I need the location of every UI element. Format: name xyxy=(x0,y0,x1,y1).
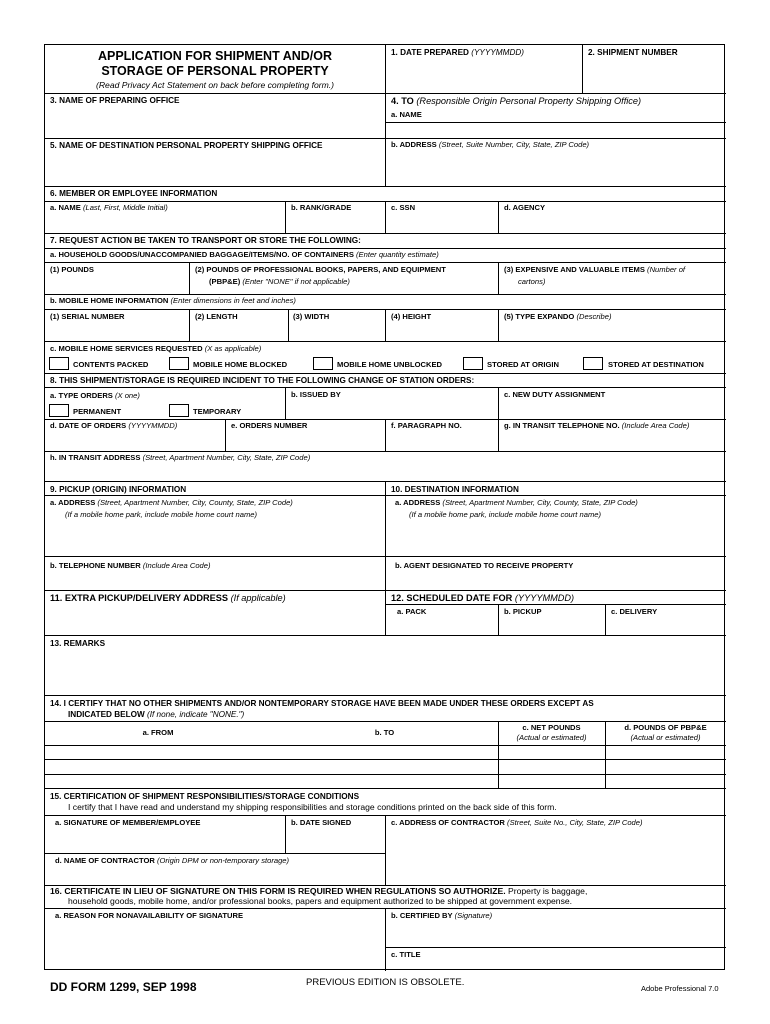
privacy-note: (Read Privacy Act Statement on back before completing form.) xyxy=(95,80,335,90)
divider xyxy=(285,815,286,853)
destination-office-field[interactable]: 5. NAME OF DESTINATION PERSONAL PROPERTY SHIPPING OFFICE xyxy=(50,141,323,150)
divider xyxy=(385,481,386,635)
col-pbpe-pounds-hint: (Actual or estimated) xyxy=(630,733,701,742)
date-of-orders-field[interactable]: d. DATE OF ORDERS (YYYYMMDD) xyxy=(50,421,178,430)
contents-packed-checkbox[interactable] xyxy=(49,357,69,370)
certification-text: I certify that I have read and understand my shipping responsibilities and storage conditions printed on the back side of this form. xyxy=(68,802,557,812)
destination-address-hint: (If a mobile home park, include mobile home court name) xyxy=(409,510,602,519)
divider xyxy=(498,309,499,341)
divider xyxy=(45,373,726,374)
divider xyxy=(45,774,726,775)
form-title-line2: STORAGE OF PERSONAL PROPERTY xyxy=(101,64,329,78)
certification-heading: 15. CERTIFICATION OF SHIPMENT RESPONSIBILITIES/STORAGE CONDITIONS xyxy=(50,792,360,801)
pickup-telephone-field[interactable]: b. TELEPHONE NUMBER (Include Area Code) xyxy=(50,561,211,570)
destination-address-field[interactable]: a. ADDRESS (Street, Apartment Number, City, County, State, ZIP Code) xyxy=(395,498,638,507)
divider xyxy=(498,262,499,294)
software-note: Adobe Professional 7.0 xyxy=(641,984,719,993)
new-duty-assignment-field[interactable]: c. NEW DUTY ASSIGNMENT xyxy=(504,390,606,399)
other-shipments-heading-cont: INDICATED BELOW (If none, indicate "NONE.") xyxy=(68,710,245,719)
mobile-home-heading: b. MOBILE HOME INFORMATION (Enter dimensions in feet and inches) xyxy=(50,296,296,305)
mobile-home-blocked-checkbox[interactable] xyxy=(169,357,189,370)
certified-by-field[interactable]: b. CERTIFIED BY (Signature) xyxy=(391,911,493,920)
divider xyxy=(189,309,190,341)
divider xyxy=(45,387,726,388)
valuable-items-field[interactable]: (3) EXPENSIVE AND VALUABLE ITEMS (Number of xyxy=(504,265,686,274)
mobile-home-unblocked-checkbox[interactable] xyxy=(313,357,333,370)
request-action-heading: 7. REQUEST ACTION BE TAKEN TO TRANSPORT OR STORE THE FOLLOWING: xyxy=(50,236,361,245)
household-goods-heading: a. HOUSEHOLD GOODS/UNACCOMPANIED BAGGAGE/ITEMS/NO. OF CONTAINERS (Enter quantity estimate) xyxy=(50,250,439,259)
dd-form-1299 xyxy=(44,44,725,970)
date-prepared-field[interactable]: 1. DATE PREPARED (YYYYMMDD) xyxy=(391,48,524,57)
col-to: b. TO xyxy=(374,728,395,737)
to-name-field[interactable]: a. NAME xyxy=(391,110,422,119)
divider xyxy=(45,745,726,746)
divider xyxy=(45,635,726,636)
extra-pickup-address-field[interactable]: 11. EXTRA PICKUP/DELIVERY ADDRESS (If applicable) xyxy=(50,593,286,603)
divider xyxy=(498,201,499,233)
divider xyxy=(45,853,385,854)
col-net-pounds: c. NET POUNDS xyxy=(522,723,581,732)
divider xyxy=(45,294,726,295)
certificate-text: household goods, mobile home, and/or professional books, papers and equipment authorized to be shipped at government expense. xyxy=(68,896,573,906)
height-field[interactable]: (4) HEIGHT xyxy=(391,312,432,321)
divider xyxy=(498,604,499,635)
rank-grade-field[interactable]: b. RANK/GRADE xyxy=(291,203,352,212)
stored-at-destination-checkbox[interactable] xyxy=(583,357,603,370)
scheduled-date-heading: 12. SCHEDULED DATE FOR (YYYYMMDD) xyxy=(391,593,575,603)
divider xyxy=(45,590,726,591)
divider xyxy=(45,233,726,234)
col-net-pounds-hint: (Actual or estimated) xyxy=(516,733,587,742)
divider xyxy=(45,695,726,696)
divider xyxy=(45,495,726,496)
certificate-heading: 16. CERTIFICATE IN LIEU OF SIGNATURE ON THIS FORM IS REQUIRED WHEN REGULATIONS SO AUTHORIZE. Property is baggage, xyxy=(50,886,588,896)
paragraph-no-field[interactable]: f. PARAGRAPH NO. xyxy=(391,421,462,430)
ssn-field[interactable]: c. SSN xyxy=(391,203,416,212)
pickup-date-field[interactable]: b. PICKUP xyxy=(504,607,542,616)
divider xyxy=(45,788,726,789)
stored-at-origin-checkbox[interactable] xyxy=(463,357,483,370)
divider xyxy=(45,93,385,94)
type-expando-field[interactable]: (5) TYPE EXPANDO (Describe) xyxy=(504,312,612,321)
divider xyxy=(582,45,583,93)
type-orders-label: a. TYPE ORDERS (X one) xyxy=(50,391,140,400)
divider xyxy=(385,604,726,605)
stored-at-origin-label: STORED AT ORIGIN xyxy=(487,360,560,369)
remarks-field[interactable]: 13. REMARKS xyxy=(50,639,106,648)
divider xyxy=(45,721,726,722)
in-transit-address-field[interactable]: h. IN TRANSIT ADDRESS (Street, Apartment Number, City, State, ZIP Code) xyxy=(50,453,311,462)
nonavailability-reason-field[interactable]: a. REASON FOR NONAVAILABILITY OF SIGNATURE xyxy=(55,911,244,920)
divider xyxy=(285,387,286,419)
divider xyxy=(385,908,386,971)
to-address-field[interactable]: b. ADDRESS (Street, Suite Number, City, State, ZIP Code) xyxy=(391,140,590,149)
divider xyxy=(385,947,726,948)
temporary-label: TEMPORARY xyxy=(193,407,242,416)
title-field[interactable]: c. TITLE xyxy=(391,950,421,959)
to-office-label: 4. TO (Responsible Origin Personal Property Shipping Office) xyxy=(391,96,642,106)
divider xyxy=(385,201,386,233)
change-of-station-heading: 8. THIS SHIPMENT/STORAGE IS REQUIRED INCIDENT TO THE FOLLOWING CHANGE OF STATION ORDERS: xyxy=(50,376,475,385)
issued-by-field[interactable]: b. ISSUED BY xyxy=(291,390,341,399)
divider xyxy=(605,604,606,635)
divider xyxy=(45,186,726,187)
contractor-address-field[interactable]: c. ADDRESS OF CONTRACTOR (Street, Suite No., City, State, ZIP Code) xyxy=(391,818,643,827)
mobile-home-unblocked-label: MOBILE HOME UNBLOCKED xyxy=(337,360,443,369)
divider xyxy=(45,341,726,342)
divider xyxy=(498,419,499,451)
orders-number-field[interactable]: e. ORDERS NUMBER xyxy=(231,421,308,430)
divider xyxy=(45,248,726,249)
pack-date-field[interactable]: a. PACK xyxy=(397,607,427,616)
pbpe-pounds-field[interactable]: (2) POUNDS OF PROFESSIONAL BOOKS, PAPERS, AND EQUIPMENT xyxy=(195,265,446,274)
pickup-info-heading: 9. PICKUP (ORIGIN) INFORMATION xyxy=(50,485,187,494)
divider xyxy=(285,201,286,233)
mobile-home-services-heading: c. MOBILE HOME SERVICES REQUESTED (X as applicable) xyxy=(50,344,262,353)
divider xyxy=(45,138,726,139)
form-title-line1: APPLICATION FOR SHIPMENT AND/OR xyxy=(97,49,333,63)
col-from: a. FROM xyxy=(142,728,174,737)
divider xyxy=(45,451,726,452)
divider xyxy=(189,262,190,294)
divider xyxy=(385,122,726,123)
valuable-items-hint: cartons) xyxy=(518,277,546,286)
divider xyxy=(45,759,726,760)
mobile-home-blocked-label: MOBILE HOME BLOCKED xyxy=(193,360,288,369)
delivery-date-field[interactable]: c. DELIVERY xyxy=(611,607,658,616)
shipment-number-field[interactable]: 2. SHIPMENT NUMBER xyxy=(588,48,678,57)
divider xyxy=(385,815,386,885)
permanent-checkbox[interactable] xyxy=(49,404,69,417)
divider xyxy=(288,309,289,341)
permanent-label: PERMANENT xyxy=(73,407,122,416)
width-field[interactable]: (3) WIDTH xyxy=(293,312,330,321)
receiving-agent-field[interactable]: b. AGENT DESIGNATED TO RECEIVE PROPERTY xyxy=(395,561,574,570)
divider xyxy=(225,419,226,451)
form-identifier: DD FORM 1299, SEP 1998 xyxy=(50,980,197,994)
obsolete-notice: PREVIOUS EDITION IS OBSOLETE. xyxy=(306,977,465,988)
divider xyxy=(385,419,386,451)
divider xyxy=(498,387,499,419)
length-field[interactable]: (2) LENGTH xyxy=(195,312,238,321)
destination-info-heading: 10. DESTINATION INFORMATION xyxy=(391,485,519,494)
pickup-address-hint: (If a mobile home park, include mobile home court name) xyxy=(65,510,258,519)
divider xyxy=(45,556,726,557)
divider xyxy=(385,45,386,186)
pounds-field[interactable]: (1) POUNDS xyxy=(50,265,94,274)
contents-packed-label: CONTENTS PACKED xyxy=(73,360,149,369)
divider xyxy=(385,309,386,341)
contractor-name-field[interactable]: d. NAME OF CONTRACTOR (Origin DPM or non-temporary storage) xyxy=(55,856,290,865)
stored-at-destination-label: STORED AT DESTINATION xyxy=(608,360,704,369)
divider xyxy=(385,93,726,94)
member-signature-field[interactable]: a. SIGNATURE OF MEMBER/EMPLOYEE xyxy=(55,818,201,827)
member-name-field[interactable]: a. NAME (Last, First, Middle Initial) xyxy=(50,203,168,212)
in-transit-telephone-field[interactable]: g. IN TRANSIT TELEPHONE NO. (Include Area Code) xyxy=(504,421,690,430)
preparing-office-field[interactable]: 3. NAME OF PREPARING OFFICE xyxy=(50,96,180,105)
member-info-heading: 6. MEMBER OR EMPLOYEE INFORMATION xyxy=(50,189,218,198)
other-shipments-heading: 14. I CERTIFY THAT NO OTHER SHIPMENTS AND/OR NONTEMPORARY STORAGE HAVE BEEN MADE UNDER THESE ORDERS EXCEPT AS xyxy=(50,699,594,708)
agency-field[interactable]: d. AGENCY xyxy=(504,203,546,212)
pbpe-label: (PBP&E) (Enter "NONE" if not applicable) xyxy=(209,277,350,286)
divider xyxy=(45,262,726,263)
serial-number-field[interactable]: (1) SERIAL NUMBER xyxy=(50,312,125,321)
date-signed-field[interactable]: b. DATE SIGNED xyxy=(291,818,352,827)
temporary-checkbox[interactable] xyxy=(169,404,189,417)
col-pbpe-pounds: d. POUNDS OF PBP&E xyxy=(624,723,707,732)
pickup-address-field[interactable]: a. ADDRESS (Street, Apartment Number, City, County, State, ZIP Code) xyxy=(50,498,293,507)
